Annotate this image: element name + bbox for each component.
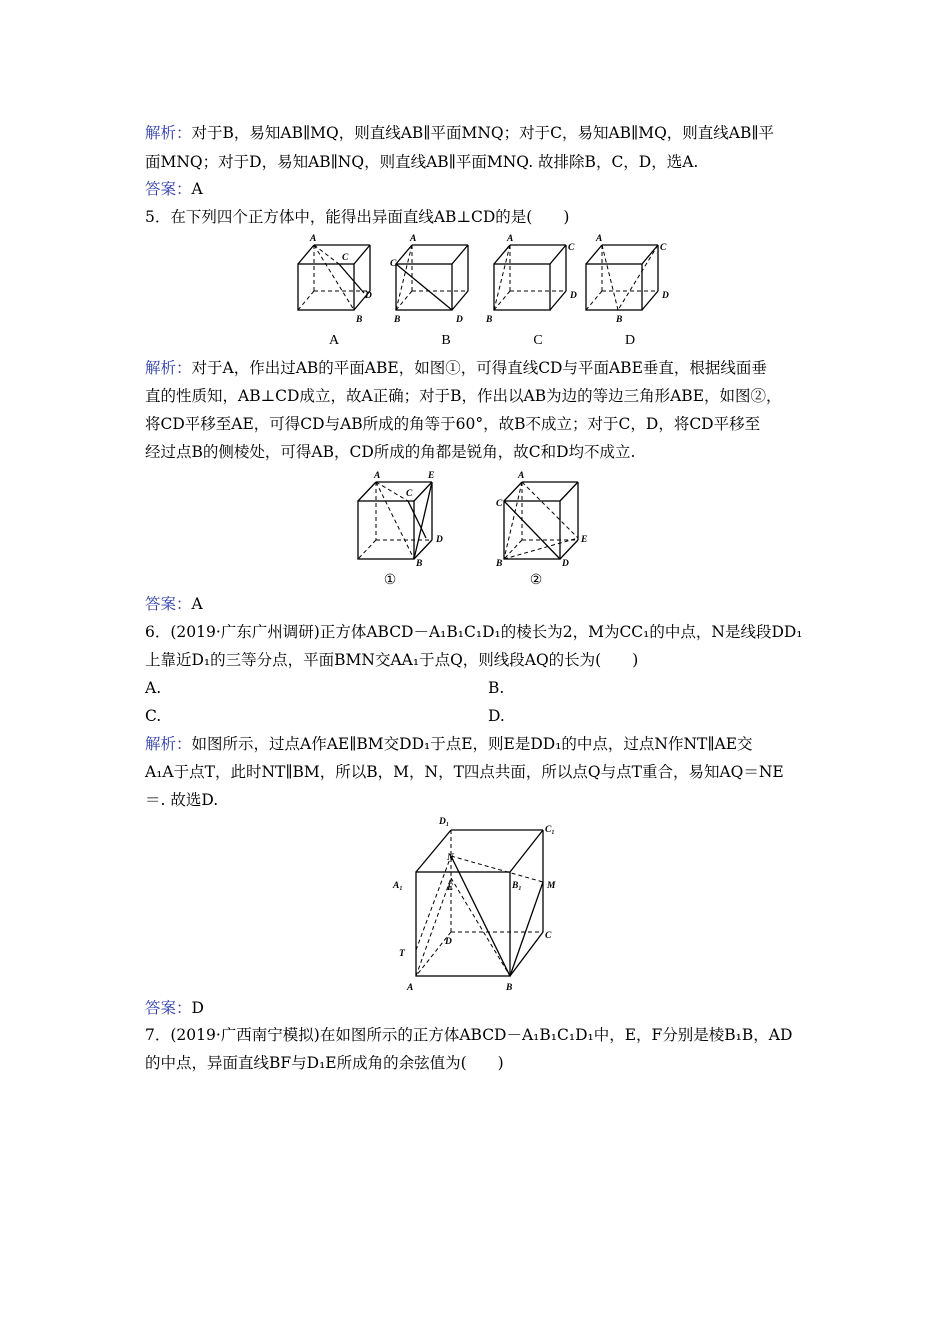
option-c: C.	[145, 707, 162, 725]
figure-caption: A	[328, 333, 340, 348]
answer-label: 答案：	[145, 180, 192, 198]
answer-value: A	[191, 180, 203, 198]
solution-line: ＝. 故选D.	[145, 791, 219, 809]
solution-line: 将CD平移至AE，可得CD与AB所成的角等于60°，故B不成立；对于C，D，将CD平移至	[145, 415, 761, 433]
point-label: D	[365, 291, 372, 301]
answer-label: 答案：	[145, 595, 192, 613]
option-a: A.	[145, 679, 162, 697]
point-label: B	[616, 315, 623, 325]
solution-5-figures	[350, 468, 610, 592]
answer-line	[145, 998, 204, 1018]
question-7-line: 7．(2019·广西南宁模拟)在如图所示的正方体ABCD－A₁B₁C₁D₁中，E，F分别是棱B₁B，AD	[145, 1026, 793, 1044]
answer-line	[145, 594, 203, 614]
point-label: B	[496, 559, 503, 569]
point-label: C	[568, 243, 575, 253]
point-label: C	[406, 489, 413, 499]
point-label: E	[447, 883, 454, 893]
point-label: D₁	[439, 817, 450, 827]
point-label: D	[562, 559, 569, 569]
point-label: C	[660, 243, 667, 253]
point-label: M	[547, 881, 556, 891]
answer-label: 答案：	[145, 999, 192, 1017]
cube-a	[298, 245, 370, 310]
point-label: B₁	[512, 881, 522, 891]
solution-line	[145, 358, 767, 378]
point-label: T	[399, 949, 405, 959]
point-label: C	[342, 253, 349, 263]
solution-6-figure	[385, 812, 575, 998]
answer-value: A	[191, 595, 203, 613]
solution-label: 解析：	[145, 735, 192, 753]
point-label: N	[447, 853, 454, 863]
point-label: E	[428, 471, 435, 481]
solution-text: 对于B，易知AB∥MQ，则直线AB∥平面MNQ；对于C，易知AB∥MQ，则直线AB∥平	[191, 124, 775, 142]
solution-line	[145, 734, 753, 754]
answer-value: D	[191, 999, 204, 1017]
figure-caption: ①	[383, 573, 397, 588]
solution-text: 如图所示，过点A作AE∥BM交DD₁于点E，则E是DD₁的中点，过点N作NT∥AE交	[191, 735, 753, 753]
solution-line: 直的性质知，AB⊥CD成立，故A正确；对于B，作出以AB为边的等边三角形ABE，如图②，	[145, 387, 782, 405]
point-label: A	[310, 234, 317, 244]
point-label: C	[390, 259, 397, 269]
solution-line: 经过点B的侧棱处，可得AB，CD所成的角都是锐角，故C和D均不成立.	[145, 443, 636, 461]
option-b: B.	[488, 679, 505, 697]
solution-label: 解析：	[145, 124, 192, 142]
cube-b	[396, 245, 468, 310]
q5-cube-figures	[290, 232, 670, 354]
solution-line: A₁A于点T，此时NT∥BM，所以B，M，N，T四点共面，所以点Q与点T重合，易知AQ＝NE	[145, 763, 784, 781]
solution-5-svg	[350, 468, 610, 588]
point-label: B	[416, 559, 423, 569]
point-label: A	[518, 471, 525, 481]
solution-line: 面MNQ；对于D，易知AB∥NQ，则直线AB∥平面MNQ. 故排除B，C，D，选A.	[145, 153, 699, 171]
point-label: D	[570, 291, 577, 301]
point-label: C₁	[545, 825, 555, 835]
answer-line	[145, 179, 203, 199]
cube-d	[586, 245, 658, 310]
figure-2-cube	[504, 482, 578, 559]
q5-cubes-svg	[290, 232, 670, 350]
point-label: A	[410, 234, 417, 244]
point-label: D	[662, 291, 669, 301]
point-label: B	[356, 315, 363, 325]
point-label: E	[581, 535, 588, 545]
point-label: A	[407, 983, 414, 993]
point-label: C	[496, 499, 503, 509]
question-7-line: 的中点，异面直线BF与D₁E所成角的余弦值为( )	[145, 1054, 504, 1072]
figure-caption: D	[624, 333, 636, 348]
figure-caption: ②	[529, 573, 543, 588]
point-label: A	[374, 471, 381, 481]
solution-line	[145, 123, 774, 143]
cube-c	[494, 245, 566, 310]
question-6-line: 6．(2019·广东广州调研)正方体ABCD－A₁B₁C₁D₁的棱长为2，M为CC₁的中点，N是线段DD₁	[145, 623, 803, 641]
point-label: A₁	[393, 881, 403, 891]
point-label: D	[436, 535, 443, 545]
question-6-line: 上靠近D₁的三等分点，平面BMN交AA₁于点Q，则线段AQ的长为( )	[145, 651, 639, 669]
point-label: B	[394, 315, 401, 325]
point-label: D	[445, 937, 452, 947]
figure-caption: C	[533, 333, 543, 348]
point-label: A	[596, 234, 603, 244]
point-label: C	[545, 931, 552, 941]
option-d: D.	[488, 707, 505, 725]
point-label: D	[456, 315, 463, 325]
figure-1-cube	[358, 482, 432, 559]
question-5-text: 5．在下列四个正方体中，能得出异面直线AB⊥CD的是( )	[145, 208, 570, 226]
solution-text: 对于A，作出过AB的平面ABE，如图①，可得直线CD与平面ABE垂直，根据线面垂	[191, 359, 767, 377]
solution-6-svg	[385, 812, 575, 994]
point-label: A	[507, 234, 514, 244]
figure-caption: B	[441, 333, 451, 348]
solution-label: 解析：	[145, 359, 192, 377]
point-label: B	[486, 315, 493, 325]
point-label: B	[506, 983, 513, 993]
